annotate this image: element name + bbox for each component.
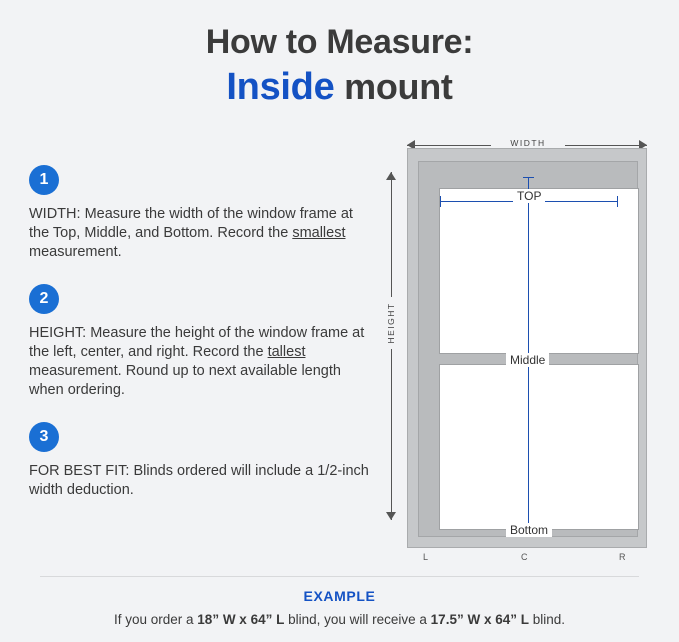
step-1-body-after: measurement. [29,244,122,260]
axis-label-left: L [423,552,429,562]
step-2-body-before: Measure the height of the window frame at the left, center, and right. Record the [29,325,365,360]
example-received-size: 17.5” W x 64” L [430,612,529,627]
example-footer [0,588,679,627]
step-1-badge: 1 [29,165,59,195]
step-3 [29,422,377,500]
title-line-2 [0,64,679,110]
height-arrow-top-cap-icon [386,172,396,180]
axis-letter-row [407,552,647,566]
step-2 [29,284,377,400]
step-2-body-after: measurement. Round up to next available length when ordering. [29,363,341,398]
footer-divider [40,576,639,577]
example-text-part-1: If you order a [114,612,198,627]
steps-list [29,165,377,516]
step-1-text [29,205,377,262]
example-text-part-2: blind, you will receive a [284,612,431,627]
title-line-1: How to Measure: [205,23,474,61]
guide-tick-top-right [617,196,618,207]
step-1-body-before: Measure the width of the window frame at the Top, Middle, and Bottom. Record the [29,206,353,241]
guide-tick-top-left [440,196,441,207]
example-text-part-3: blind. [528,612,565,627]
window-diagram [380,130,652,560]
step-3-body-before: Blinds ordered will include a 1/2-inch width deduction. [29,463,369,498]
window-frame-outer [407,148,647,548]
height-arrow-bottom-cap-icon [386,512,396,520]
step-3-badge: 3 [29,422,59,452]
window-sash-bottom [439,364,639,530]
title-line-2-rest: mount [334,66,453,107]
height-dimension-label: HEIGHT [386,297,396,349]
step-2-lead: HEIGHT: [29,325,87,341]
page-title [0,22,679,110]
step-1-lead: WIDTH: [29,206,81,222]
label-top: TOP [513,189,545,203]
axis-label-center: C [521,552,528,562]
axis-label-right: R [619,552,626,562]
example-text [0,612,679,627]
height-dimension-arrow [384,172,398,520]
guide-tick-height-top [523,177,534,178]
step-3-lead: FOR BEST FIT: [29,463,130,479]
step-1-underlined: smallest [292,225,346,241]
label-bottom: Bottom [506,523,552,537]
step-2-text [29,324,377,400]
step-3-text [29,462,377,500]
step-2-underlined: tallest [267,344,306,360]
label-middle: Middle [506,353,549,367]
step-2-badge: 2 [29,284,59,314]
title-accent-word: Inside [226,66,335,108]
window-sash-top [439,188,639,354]
example-title: EXAMPLE [303,588,376,604]
example-ordered-size: 18” W x 64” L [197,612,285,627]
width-dimension-label: WIDTH [491,138,565,148]
step-1 [29,165,377,262]
